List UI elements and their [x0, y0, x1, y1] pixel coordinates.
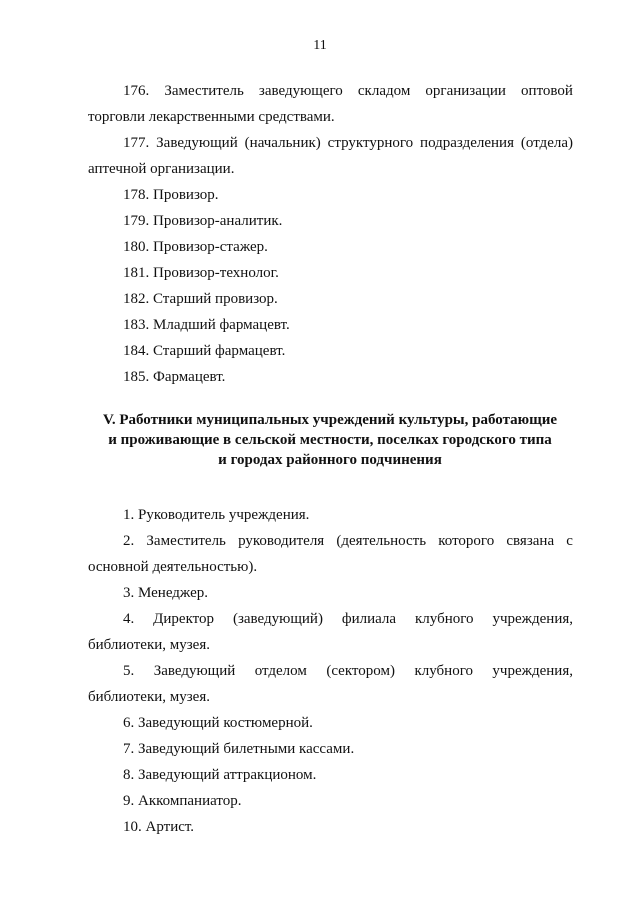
list-item: 178. Провизор.	[123, 187, 219, 203]
section-heading-line: и городах районного подчинения	[218, 452, 442, 468]
list-item: 10. Артист.	[123, 819, 195, 835]
list-item-line: основной деятельностью).	[88, 559, 258, 575]
list-item	[88, 78, 573, 130]
list-item	[88, 130, 573, 182]
list-item: 7. Заведующий билетными кассами.	[123, 741, 355, 757]
list-item: 6. Заведующий костюмерной.	[123, 715, 313, 731]
list-item	[88, 658, 573, 710]
list-item: 185. Фармацевт.	[123, 369, 226, 385]
list-item: 180. Провизор-стажер.	[123, 239, 268, 255]
section-heading	[80, 410, 580, 470]
list-item-line: 5. Заведующий отделом (сектором) клубного учреждения,	[123, 663, 573, 679]
list-item-line: аптечной организации.	[88, 161, 235, 177]
section-heading-line: V. Работники муниципальных учреждений культуры, работающие	[102, 412, 558, 428]
section-heading-line: и проживающие в сельской местности, поселках городского типа	[108, 432, 552, 448]
list-item: 181. Провизор-технолог.	[123, 265, 279, 281]
pharmacy-positions-list	[88, 78, 573, 390]
list-item: 183. Младший фармацевт.	[123, 317, 290, 333]
list-item: 8. Заведующий аттракционом.	[123, 767, 317, 783]
list-item-line: 177. Заведующий (начальник) структурного подразделения (отдела)	[123, 135, 573, 151]
list-item-line: 2. Заместитель руководителя (деятельность которого связана с	[123, 533, 573, 549]
list-item-line: 176. Заместитель заведующего складом организации оптовой	[123, 83, 573, 99]
list-item: 184. Старший фармацевт.	[123, 343, 286, 359]
list-item	[88, 528, 573, 580]
culture-positions-list	[88, 502, 573, 840]
list-item: 179. Провизор-аналитик.	[123, 213, 283, 229]
list-item: 9. Аккомпаниатор.	[123, 793, 242, 809]
list-item-line: торговли лекарственными средствами.	[88, 109, 335, 125]
list-item-line: библиотеки, музея.	[88, 689, 210, 705]
page-number: 11	[313, 38, 327, 53]
list-item: 182. Старший провизор.	[123, 291, 278, 307]
list-item: 3. Менеджер.	[123, 585, 208, 601]
list-item-line: 4. Директор (заведующий) филиала клубного учреждения,	[123, 611, 573, 627]
list-item: 1. Руководитель учреждения.	[123, 507, 310, 523]
list-item-line: библиотеки, музея.	[88, 637, 210, 653]
list-item	[88, 606, 573, 658]
